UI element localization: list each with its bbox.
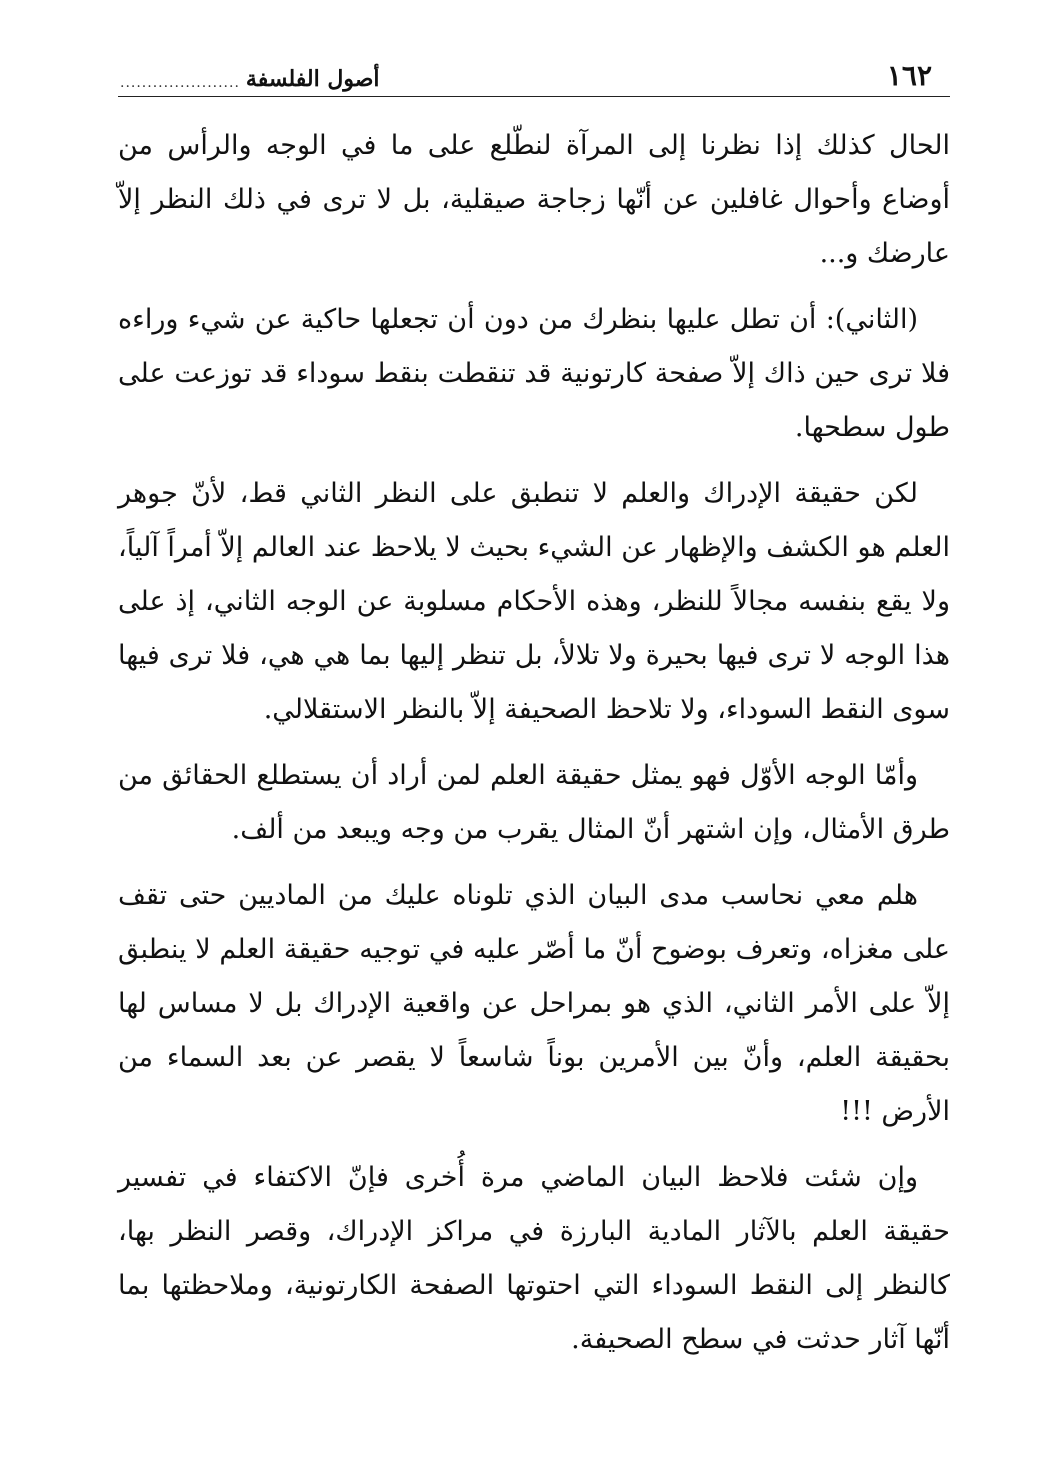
paragraph-materialists: هلم معي نحاسب مدى البيان الذي تلوناه عليك من الماديين حتى تقف على مغزاه، وتعرف بوضوح أنّ ما أصّر عليه في توجيه حقيقة العلم لا ينطبق إلاّ على الأمر الثاني، الذي هو بمراحل عن واقعية الإدراك بل لا مساس لها بحقيقة العلم، وأنّ بين الأمرين بوناً شاسعاً لا يقصر عن بعد السماء من الأرض !!!	[118, 880, 950, 1127]
paragraph-continuation: الحال كذلك إذا نظرنا إلى المرآة لنطّلع على ما في الوجه والرأس من أوضاع وأحوال غافلين عن أنّها زجاجة صيقلية، بل لا ترى في ذلك النظر إلاّ عارضك و...	[118, 130, 950, 269]
paragraph-conclusion: وإن شئت فلاحظ البيان الماضي مرة أُخرى فإنّ الاكتفاء في تفسير حقيقة العلم بالآثار المادية البارزة في مراكز الإدراك، وقصر النظر بها، كالنظر إلى النقط السوداء التي احتوتها الصفحة الكارتونية، وملاحظتها بما أنّها آثار حدثت في سطح الصحيفة.	[118, 1162, 950, 1355]
running-header	[118, 38, 950, 97]
page-number: ١٦٢	[886, 59, 932, 92]
paragraph-knowledge-reality: لكن حقيقة الإدراك والعلم لا تنطبق على النظر الثاني قط، لأنّ جوهر العلم هو الكشف والإظهار عن الشيء بحيث لا يلاحظ عند العالم إلاّ أمراً آلياً، ولا يقع بنفسه مجالاً للنظر، وهذه الأحكام مسلوبة عن الوجه الثاني، إذ على هذا الوجه لا ترى فيها بحيرة ولا تلالأ، بل تنظر إليها بما هي هي، فلا ترى فيها سوى النقط السوداء، ولا تلاحظ الصحيفة إلاّ بالنظر الاستقلالي.	[118, 478, 950, 725]
leader-dots: ......................	[120, 75, 240, 91]
book-title: أصول الفلسفة	[245, 66, 380, 92]
book-title-group	[120, 68, 380, 90]
book-page	[118, 38, 950, 1448]
paragraph-first-view: وأمّا الوجه الأوّل فهو يمثل حقيقة العلم لمن أراد أن يستطلع الحقائق من طرق الأمثال، وإن اشتهر أنّ المثال يقرب من وجه ويبعد من ألف.	[118, 760, 950, 845]
body-text	[118, 119, 950, 1367]
paragraph-second-view: (الثاني): أن تطل عليها بنظرك من دون أن تجعلها حاكية عن شيء وراءه فلا ترى حين ذاك إلاّ صفحة كارتونية قد تنقطت بنقط سوداء قد توزعت على طول سطحها.	[118, 304, 950, 443]
